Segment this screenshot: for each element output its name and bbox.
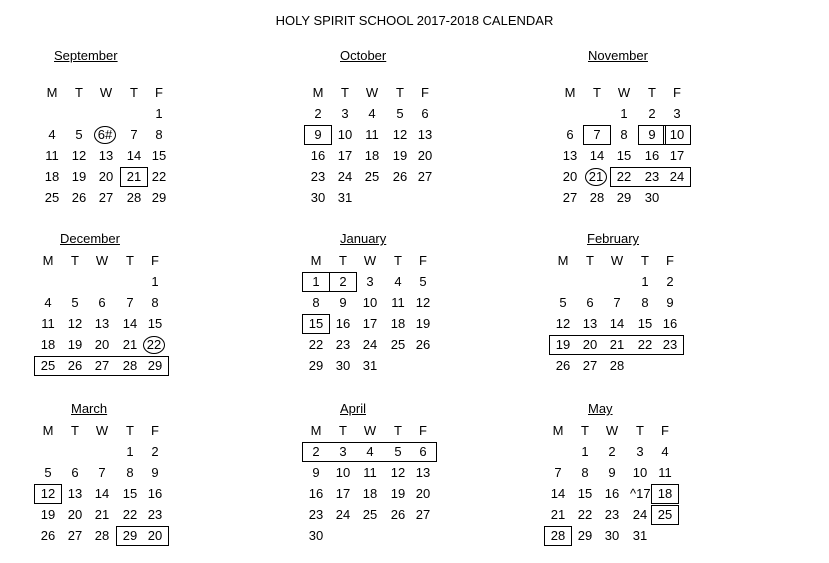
calendar-day: 18 xyxy=(362,486,378,501)
calendar-day: 2 xyxy=(314,106,322,121)
weekday-header: M xyxy=(46,85,58,100)
calendar-day: 27 xyxy=(94,358,110,373)
calendar-day: 26 xyxy=(415,337,431,352)
calendar-day: 30 xyxy=(308,528,324,543)
weekday-header: M xyxy=(310,253,322,268)
calendar-day: 10 xyxy=(362,295,378,310)
calendar-day: 6# xyxy=(94,126,116,144)
calendar-day: 5 xyxy=(394,444,402,459)
calendar-day: 29 xyxy=(577,528,593,543)
calendar-day: 25 xyxy=(364,169,380,184)
calendar-day: 11 xyxy=(41,316,55,331)
calendar-day: 21 xyxy=(126,169,142,184)
weekday-header: T xyxy=(71,423,79,438)
month-name: October xyxy=(340,48,387,63)
calendar-day: 15 xyxy=(616,148,632,163)
calendar-day: 12 xyxy=(40,486,56,501)
weekday-header: W xyxy=(617,85,631,100)
calendar-day: 27 xyxy=(417,169,433,184)
calendar-day: 27 xyxy=(415,507,431,522)
calendar-day: 25 xyxy=(362,507,378,522)
calendar-day: 16 xyxy=(310,148,326,163)
weekday-header: F xyxy=(673,85,681,100)
calendar-day: 16 xyxy=(335,316,351,331)
month-name: February xyxy=(587,231,640,246)
calendar-day: 22 xyxy=(151,169,167,184)
calendar-day: 25 xyxy=(390,337,406,352)
weekday-header: F xyxy=(661,423,669,438)
calendar-day: 23 xyxy=(310,169,326,184)
calendar-day: 8 xyxy=(126,465,134,480)
calendar-day: 19 xyxy=(67,337,83,352)
calendar-day: 12 xyxy=(392,127,408,142)
weekday-header: T xyxy=(75,85,83,100)
calendar-day: 29 xyxy=(122,528,138,543)
weekday-header: M xyxy=(557,253,569,268)
calendar-day: 25 xyxy=(657,507,673,522)
calendar-day: 22 xyxy=(616,169,632,184)
weekday-header: M xyxy=(552,423,564,438)
calendar-day: 20 xyxy=(562,169,578,184)
calendar-day: 23 xyxy=(604,507,620,522)
calendar-day: 20 xyxy=(147,528,163,543)
weekday-header: T xyxy=(394,423,402,438)
calendar-day: 6 xyxy=(419,444,427,459)
weekday-header: T xyxy=(339,423,347,438)
highlight-box xyxy=(302,272,330,292)
calendar-day: 22 xyxy=(577,507,593,522)
calendar-day: 28 xyxy=(550,528,566,543)
calendar-day: 6 xyxy=(98,295,106,310)
calendar-day: 11 xyxy=(365,127,379,142)
calendar-day: 24 xyxy=(335,507,351,522)
weekday-header: T xyxy=(636,423,644,438)
weekday-header: T xyxy=(581,423,589,438)
calendar-day: 16 xyxy=(147,486,163,501)
weekday-header: M xyxy=(42,253,54,268)
calendar-day: 9 xyxy=(314,127,322,142)
highlight-box xyxy=(583,125,611,145)
month-name: September xyxy=(54,48,118,63)
weekday-header: F xyxy=(419,253,427,268)
highlight-box xyxy=(610,167,691,187)
calendar-day: 16 xyxy=(308,486,324,501)
calendar-day: 28 xyxy=(94,528,110,543)
calendar-day: 3 xyxy=(636,444,644,459)
calendar-day: 24 xyxy=(337,169,353,184)
calendar-day: 9 xyxy=(151,465,159,480)
weekday-header: F xyxy=(666,253,674,268)
calendar-day: 28 xyxy=(589,190,605,205)
calendar-day: 14 xyxy=(550,486,566,501)
calendar-day: 31 xyxy=(362,358,378,373)
calendar-day: 2 xyxy=(608,444,616,459)
calendar-day: 9 xyxy=(666,295,674,310)
month-name: December xyxy=(60,231,120,246)
calendar-day: 8 xyxy=(641,295,649,310)
calendar-day: 19 xyxy=(415,316,431,331)
calendar-day: 19 xyxy=(555,337,571,352)
calendar-day: 10 xyxy=(337,127,353,142)
weekday-header: F xyxy=(151,253,159,268)
calendar-day: 28 xyxy=(122,358,138,373)
weekday-header: T xyxy=(593,85,601,100)
weekday-header: W xyxy=(365,85,379,100)
calendar-day: 27 xyxy=(562,190,578,205)
calendar-day: 27 xyxy=(98,190,114,205)
calendar-day: 30 xyxy=(644,190,660,205)
calendar-day: 25 xyxy=(44,190,60,205)
calendar-day: 1 xyxy=(312,274,320,289)
calendar-day: 7 xyxy=(554,465,562,480)
calendar-day: 15 xyxy=(122,486,138,501)
calendar-day: 15 xyxy=(637,316,653,331)
calendar-title: HOLY SPIRIT SCHOOL 2017-2018 CALENDAR xyxy=(275,13,554,28)
highlight-box xyxy=(302,314,330,334)
weekday-header: M xyxy=(310,423,322,438)
weekday-header: W xyxy=(363,423,377,438)
month-name: March xyxy=(71,401,108,416)
weekday-header: T xyxy=(648,85,656,100)
calendar-day: 13 xyxy=(582,316,598,331)
weekday-header: W xyxy=(363,253,377,268)
weekday-header: T xyxy=(126,423,134,438)
calendar-day: 4 xyxy=(366,444,374,459)
calendar-day: 21 xyxy=(585,168,607,186)
calendar-day: 2 xyxy=(151,444,159,459)
calendar-day: 14 xyxy=(589,148,605,163)
calendar-day: 8 xyxy=(151,295,159,310)
calendar-day: 23 xyxy=(662,337,678,352)
calendar-day: 26 xyxy=(67,358,83,373)
weekday-header: W xyxy=(99,85,113,100)
calendar-day: 13 xyxy=(417,127,433,142)
calendar-day: 29 xyxy=(151,190,167,205)
calendar-day: 23 xyxy=(335,337,351,352)
calendar-day: 14 xyxy=(122,316,138,331)
weekday-header: T xyxy=(394,253,402,268)
calendar-day: 5 xyxy=(75,127,83,142)
calendar-day: 17 xyxy=(337,148,353,163)
calendar-day: 19 xyxy=(390,486,406,501)
calendar-day: 18 xyxy=(44,169,60,184)
calendar-day: 20 xyxy=(98,169,114,184)
calendar-day: 18 xyxy=(364,148,380,163)
calendar-day: 4 xyxy=(661,444,669,459)
calendar-day: 16 xyxy=(662,316,678,331)
highlight-box xyxy=(116,526,169,546)
calendar-day: 17 xyxy=(335,486,351,501)
calendar-day: 30 xyxy=(335,358,351,373)
calendar-day: 2 xyxy=(648,106,656,121)
calendar-day: 20 xyxy=(94,337,110,352)
calendar-day: 13 xyxy=(415,465,431,480)
weekday-header: W xyxy=(95,253,109,268)
calendar-day: 22 xyxy=(122,507,138,522)
calendar-day: 11 xyxy=(658,465,672,480)
calendar-day: 21 xyxy=(550,507,566,522)
calendar-day: 11 xyxy=(363,465,377,480)
calendar-day: 5 xyxy=(396,106,404,121)
calendar-day: 1 xyxy=(620,106,628,121)
highlight-box xyxy=(651,505,679,525)
calendar-day: 25 xyxy=(40,358,56,373)
calendar-day: 31 xyxy=(337,190,353,205)
calendar-day: 2 xyxy=(339,274,347,289)
calendar-day: 17 xyxy=(669,148,685,163)
calendar-day: 13 xyxy=(67,486,83,501)
calendar-day: 29 xyxy=(147,358,163,373)
calendar-day: 15 xyxy=(151,148,167,163)
calendar-day: 6 xyxy=(71,465,79,480)
weekday-header: T xyxy=(396,85,404,100)
calendar-day: 7 xyxy=(130,127,138,142)
calendar-day: 26 xyxy=(392,169,408,184)
calendar-day: 5 xyxy=(71,295,79,310)
calendar-day: 10 xyxy=(335,465,351,480)
calendar-day: 7 xyxy=(98,465,106,480)
calendar-day: 16 xyxy=(644,148,660,163)
calendar-day: 8 xyxy=(155,127,163,142)
calendar-day: 4 xyxy=(48,127,56,142)
calendar-day: 15 xyxy=(308,316,324,331)
calendar-day: 20 xyxy=(67,507,83,522)
calendar-day: 8 xyxy=(620,127,628,142)
calendar-day: 15 xyxy=(577,486,593,501)
calendar-day: 28 xyxy=(126,190,142,205)
highlight-box xyxy=(663,125,691,145)
month-name: May xyxy=(588,401,613,416)
calendar-day: 20 xyxy=(415,486,431,501)
calendar-day: 1 xyxy=(641,274,649,289)
calendar-day: 16 xyxy=(604,486,620,501)
calendar-day: 28 xyxy=(609,358,625,373)
calendar-day: 5 xyxy=(559,295,567,310)
calendar-day: 22 xyxy=(308,337,324,352)
weekday-header: W xyxy=(610,253,624,268)
calendar-day: ^17 xyxy=(630,486,651,501)
calendar-day: 14 xyxy=(126,148,142,163)
calendar-day: 29 xyxy=(308,358,324,373)
calendar-day: 2 xyxy=(666,274,674,289)
calendar-day: 9 xyxy=(608,465,616,480)
calendar-day: 12 xyxy=(555,316,571,331)
calendar-day: 13 xyxy=(94,316,110,331)
highlight-box xyxy=(34,356,169,376)
calendar-day: 26 xyxy=(40,528,56,543)
highlight-box xyxy=(120,167,148,187)
calendar-day: 10 xyxy=(669,127,685,142)
calendar-day: 27 xyxy=(67,528,83,543)
calendar-day: 30 xyxy=(604,528,620,543)
calendar-day: 24 xyxy=(669,169,685,184)
calendar-day: 30 xyxy=(310,190,326,205)
calendar-day: 11 xyxy=(45,148,59,163)
calendar-day: 26 xyxy=(390,507,406,522)
highlight-box xyxy=(304,125,332,145)
calendar-day: 3 xyxy=(341,106,349,121)
calendar-day: 23 xyxy=(147,507,163,522)
calendar-day: 24 xyxy=(362,337,378,352)
calendar-day: 11 xyxy=(391,295,405,310)
calendar-day: 10 xyxy=(632,465,648,480)
calendar-day: 7 xyxy=(593,127,601,142)
calendar-day: 18 xyxy=(657,486,673,501)
calendar-day: 12 xyxy=(67,316,83,331)
calendar-day: 3 xyxy=(673,106,681,121)
calendar-day: 1 xyxy=(581,444,589,459)
calendar-day: 9 xyxy=(648,127,656,142)
month-name: January xyxy=(340,231,387,246)
weekday-header: T xyxy=(126,253,134,268)
month-name: November xyxy=(588,48,648,63)
highlight-box xyxy=(651,484,679,504)
calendar-day: 17 xyxy=(362,316,378,331)
calendar-day: 19 xyxy=(71,169,87,184)
calendar-day: 20 xyxy=(582,337,598,352)
highlight-box xyxy=(302,442,437,462)
weekday-header: F xyxy=(421,85,429,100)
weekday-header: W xyxy=(605,423,619,438)
weekday-header: T xyxy=(341,85,349,100)
calendar-day: 3 xyxy=(366,274,374,289)
calendar-day: 13 xyxy=(562,148,578,163)
calendar-day: 18 xyxy=(390,316,406,331)
weekday-header: M xyxy=(312,85,324,100)
calendar-day: 4 xyxy=(44,295,52,310)
calendar-day: 6 xyxy=(566,127,574,142)
weekday-header: F xyxy=(151,423,159,438)
calendar-day: 23 xyxy=(308,507,324,522)
calendar-day: 27 xyxy=(582,358,598,373)
calendar-day: 14 xyxy=(609,316,625,331)
calendar-day: 12 xyxy=(415,295,431,310)
weekday-header: W xyxy=(95,423,109,438)
calendar-day: 19 xyxy=(392,148,408,163)
weekday-header: T xyxy=(586,253,594,268)
weekday-header: T xyxy=(339,253,347,268)
calendar-day: 23 xyxy=(644,169,660,184)
calendar-day: 7 xyxy=(613,295,621,310)
calendar-day: 2 xyxy=(312,444,320,459)
weekday-header: F xyxy=(155,85,163,100)
calendar-day: 12 xyxy=(390,465,406,480)
calendar-day: 8 xyxy=(581,465,589,480)
weekday-header: T xyxy=(641,253,649,268)
calendar-day: 5 xyxy=(44,465,52,480)
calendar-day: 20 xyxy=(417,148,433,163)
calendar-day: 22 xyxy=(143,336,165,354)
highlight-box xyxy=(549,335,684,355)
calendar-day: 14 xyxy=(94,486,110,501)
calendar-day: 29 xyxy=(616,190,632,205)
highlight-box xyxy=(34,484,62,504)
calendar-day: 7 xyxy=(126,295,134,310)
calendar-day: 13 xyxy=(98,148,114,163)
calendar-day: 12 xyxy=(71,148,87,163)
calendar-day: 4 xyxy=(394,274,402,289)
calendar-day: 1 xyxy=(155,106,163,121)
weekday-header: M xyxy=(42,423,54,438)
weekday-header: T xyxy=(71,253,79,268)
highlight-box xyxy=(638,125,666,145)
calendar-day: 8 xyxy=(312,295,320,310)
calendar-day: 6 xyxy=(421,106,429,121)
calendar-day: 19 xyxy=(40,507,56,522)
calendar-day: 26 xyxy=(71,190,87,205)
weekday-header: T xyxy=(130,85,138,100)
calendar-day: 18 xyxy=(40,337,56,352)
calendar-day: 21 xyxy=(609,337,625,352)
calendar-day: 4 xyxy=(368,106,376,121)
calendar-day: 21 xyxy=(122,337,138,352)
calendar-day: 9 xyxy=(339,295,347,310)
calendar-day: 22 xyxy=(637,337,653,352)
calendar-day: 26 xyxy=(555,358,571,373)
month-name: April xyxy=(340,401,367,416)
calendar-day: 6 xyxy=(586,295,594,310)
highlight-box xyxy=(329,272,357,292)
calendar-day: 3 xyxy=(339,444,347,459)
calendar-day: 21 xyxy=(94,507,110,522)
weekday-header: M xyxy=(564,85,576,100)
calendar-day: 31 xyxy=(632,528,648,543)
highlight-box xyxy=(544,526,572,546)
calendar-day: 15 xyxy=(147,316,163,331)
calendar-day: 24 xyxy=(632,507,648,522)
weekday-header: F xyxy=(419,423,427,438)
calendar-day: 5 xyxy=(419,274,427,289)
calendar-day: 9 xyxy=(312,465,320,480)
calendar-day: 1 xyxy=(151,274,159,289)
calendar-day: 1 xyxy=(126,444,134,459)
